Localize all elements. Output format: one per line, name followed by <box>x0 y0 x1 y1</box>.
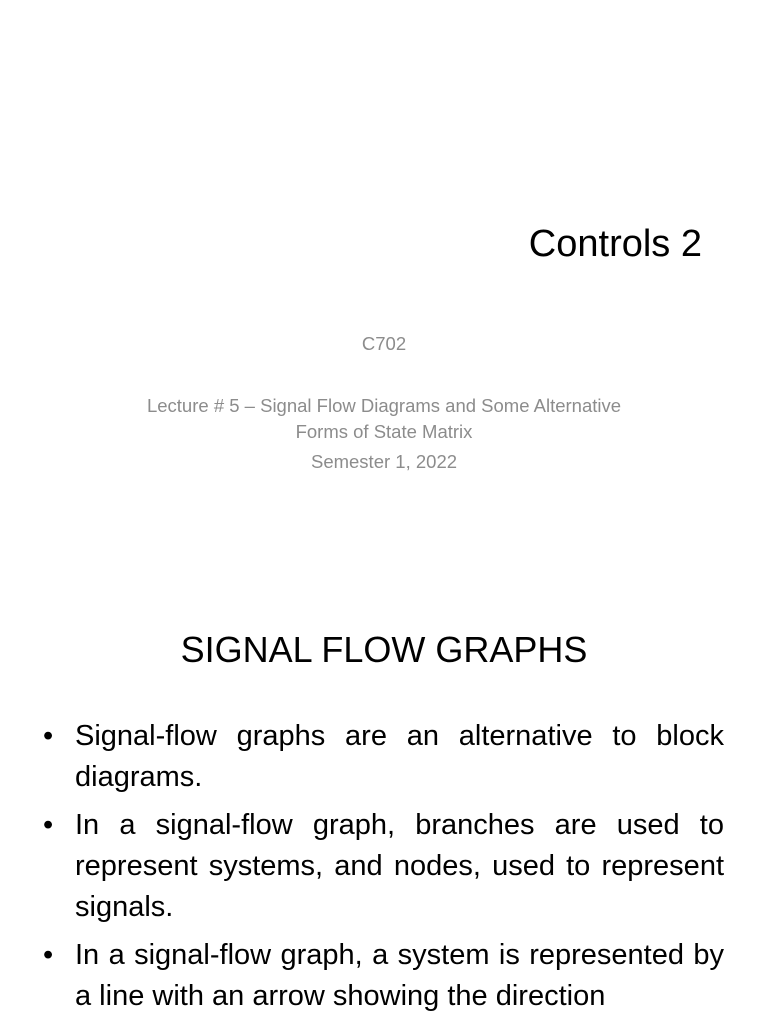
bullet-item <box>40 805 724 928</box>
bullet-icon: • <box>43 720 54 752</box>
bullet-item <box>40 935 724 1017</box>
lecture-title: Lecture # 5 – Signal Flow Diagrams and Some Alternative Forms of State Matrix <box>146 395 622 442</box>
slide-title: Controls 2 <box>528 223 702 265</box>
bullet-text: In a signal-flow graph, branches are used to represent systems, and nodes, used to represent signals. <box>75 809 724 923</box>
bullet-item <box>40 716 724 798</box>
semester-label: Semester 1, 2022 <box>310 451 458 472</box>
course-code: C702 <box>361 333 407 354</box>
bullet-text: In a signal-flow graph, a system is represented by a line with an arrow showing the direction <box>75 939 724 1012</box>
bullet-icon: • <box>43 939 54 971</box>
bullet-text: Signal-flow graphs are an alternative to block diagrams. <box>75 720 724 793</box>
slide-heading: SIGNAL FLOW GRAPHS <box>180 629 588 670</box>
bullet-list <box>40 716 724 1024</box>
content-slide <box>0 576 768 1024</box>
bullet-icon: • <box>43 809 54 841</box>
